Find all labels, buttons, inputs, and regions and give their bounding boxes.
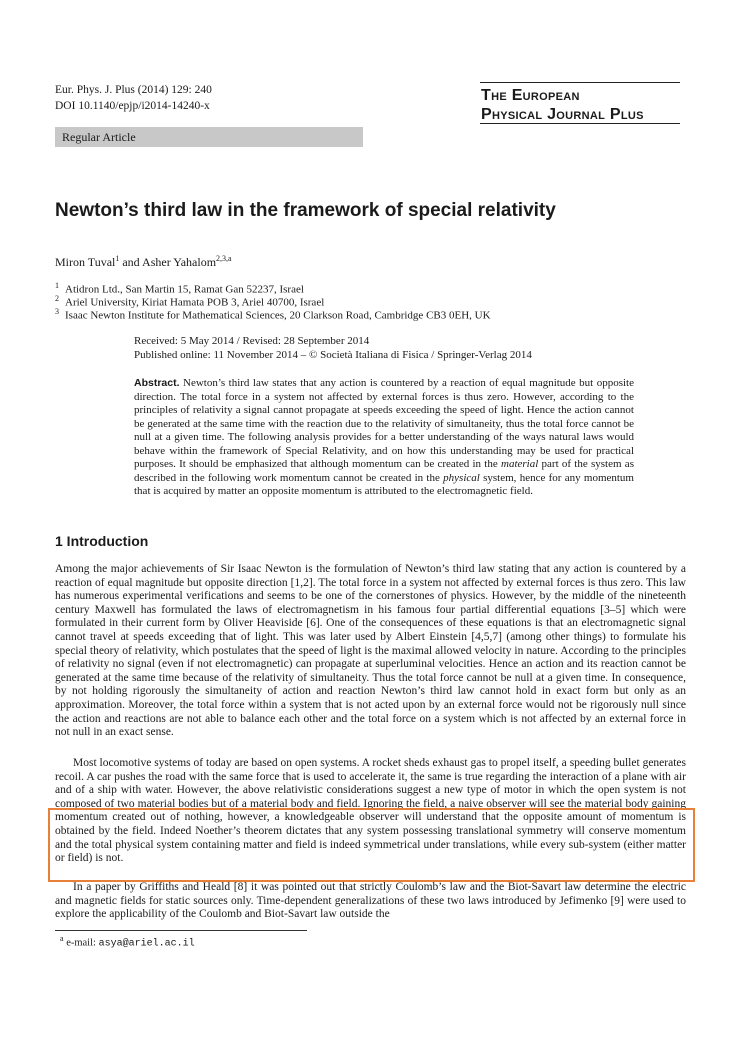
footnote: $^a$ e-mail: asya@ariel.ac.il xyxy=(60,934,195,950)
citation-doi: DOI 10.1140/epjp/i2014-14240-x xyxy=(55,100,210,112)
email-link[interactable]: asya@ariel.ac.il xyxy=(98,938,195,950)
abstract-label: Abstract. xyxy=(134,377,180,389)
author-name: Miron Tuval xyxy=(55,255,116,269)
article-type-bar xyxy=(55,127,363,147)
citation-journal: Eur. Phys. J. Plus (2014) 129: 240 xyxy=(55,84,212,96)
affiliation: $^1$ Atidron Ltd., San Martin 15, Ramat Gan 52237, Israel xyxy=(55,281,304,296)
paragraph-3: In a paper by Griffiths and Heald [8] it was pointed out that strictly Coulomb’s law and the Biot-Savart law determine the electric and magnetic fields for static sources only. Time-dependent generalizations of these two laws introduced by Jefimenko [9] were used to explore the applicability of the Coulomb and Biot-Savart law outside the xyxy=(55,881,686,921)
highlight-box xyxy=(48,808,695,882)
publication-dates: Received: 5 May 2014 / Revised: 28 September 2014 Published online: 11 November 2014 – © Società Italiana di Fisica / Springer-Verlag 2014 xyxy=(134,335,532,361)
journal-rule-bottom xyxy=(480,123,680,124)
section-heading: 1 Introduction xyxy=(55,533,149,549)
author-list: Miron Tuval$^1$ and Asher Yahalom$^{2,3,a}$ xyxy=(55,254,232,269)
affiliation: $^2$ Ariel University, Kiriat Hamata POB 3, Ariel 40700, Israel xyxy=(55,294,325,309)
journal-rule-top xyxy=(480,82,680,83)
footnote-rule xyxy=(55,930,307,931)
author-name: Asher Yahalom xyxy=(142,255,217,269)
journal-name: The European Physical Journal Plus xyxy=(481,87,644,123)
citation-block xyxy=(55,82,212,114)
paper-title: Newton’s third law in the framework of special relativity xyxy=(55,200,556,221)
article-type: Regular Article xyxy=(62,130,136,144)
paragraph-1: Among the major achievements of Sir Isaac Newton is the formulation of Newton’s third law stating that any action is countered by a reaction of equal magnitude but opposite direction [1,2]. The total force in a system not affected by external forces is thus zero. This law has numerous experimental verifications and seems to be one of the cornerstones of physics. However, by the middle of the nineteenth century Maxwell has formulated the laws of electromagnetism in his famous four partial differential equations [3–5] which were formulated in their current form by Oliver Heaviside [6]. One of the consequences of these equations is that an electromagnetic signal cannot travel at speeds exceeding that of light. This was later used by Albert Einstein [4,5,7] (among other things) to formulate his special theory of relativity, which postulates that the speed of light is the maximal allowed velocity in nature. According to the principles of relativity no signal (even if not electromagnetic) can propagate at superluminal velocities. Hence an action and its reaction cannot be generated at the same time because of the relativity of simultaneity. Thus the total force cannot be null at a given time. In consequence, by not holding rigorously the simultaneity of action and reaction Newton’s third law cannot hold in exact form but only as an approximation. Moreover, the total force within a system that is not acted upon by an external force would not be rigorously null since the action and reactions are not able to balance each other and the total force on a system which is not affected by an external force in not null in an exact sense. xyxy=(55,563,686,739)
affiliation: $^3$ Isaac Newton Institute for Mathematical Sciences, 20 Clarkson Road, Cambridge CB3 0EH, UK xyxy=(55,307,491,322)
abstract: Abstract. Newton’s third law states that any action is countered by a reaction of equal magnitude but opposite direction. The total force in a system not affected by external forces is thus zero. However, according to the principles of relativity a signal cannot propagate at speeds exceeding the speed of light. Hence the action cannot be generated at the same time with the reaction due to the relativity of simultaneity, thus the total force cannot be null at a given time. The following analysis provides for a better understanding of the ways natural laws would behave within the framework of Special Relativity, and on how this understanding may be used for practical purposes. It should be emphasized that although momentum can be created in the material part of the system as described in the following work momentum cannot be created in the physical system, hence for any momentum that is acquired by matter an opposite momentum is attributed to the electromagnetic field. xyxy=(134,377,634,497)
paragraph-2: Most locomotive systems of today are based on open systems. A rocket sheds exhaust gas to propel itself, a speeding bullet generates recoil. A car pushes the road with the same force that is used to accelerate it, the same is true regarding the interaction of a plane with air and of a ship with water. However, the above relativistic considerations suggest a new type of motor in which the open system is not composed of two material bodies but of a material body and field. Ignoring the field, a naive observer will see the material body gaining momentum created out of nothing, however, a knowledgeable observer will understand that the opposite amount of momentum is obtained by the field. Indeed Noether’s theorem dictates that any system possessing translational symmetry will conserve momentum and the total physical system containing matter and field is indeed symmetrical under translations, while every sub-system (either matter or field) is not. xyxy=(55,757,686,865)
